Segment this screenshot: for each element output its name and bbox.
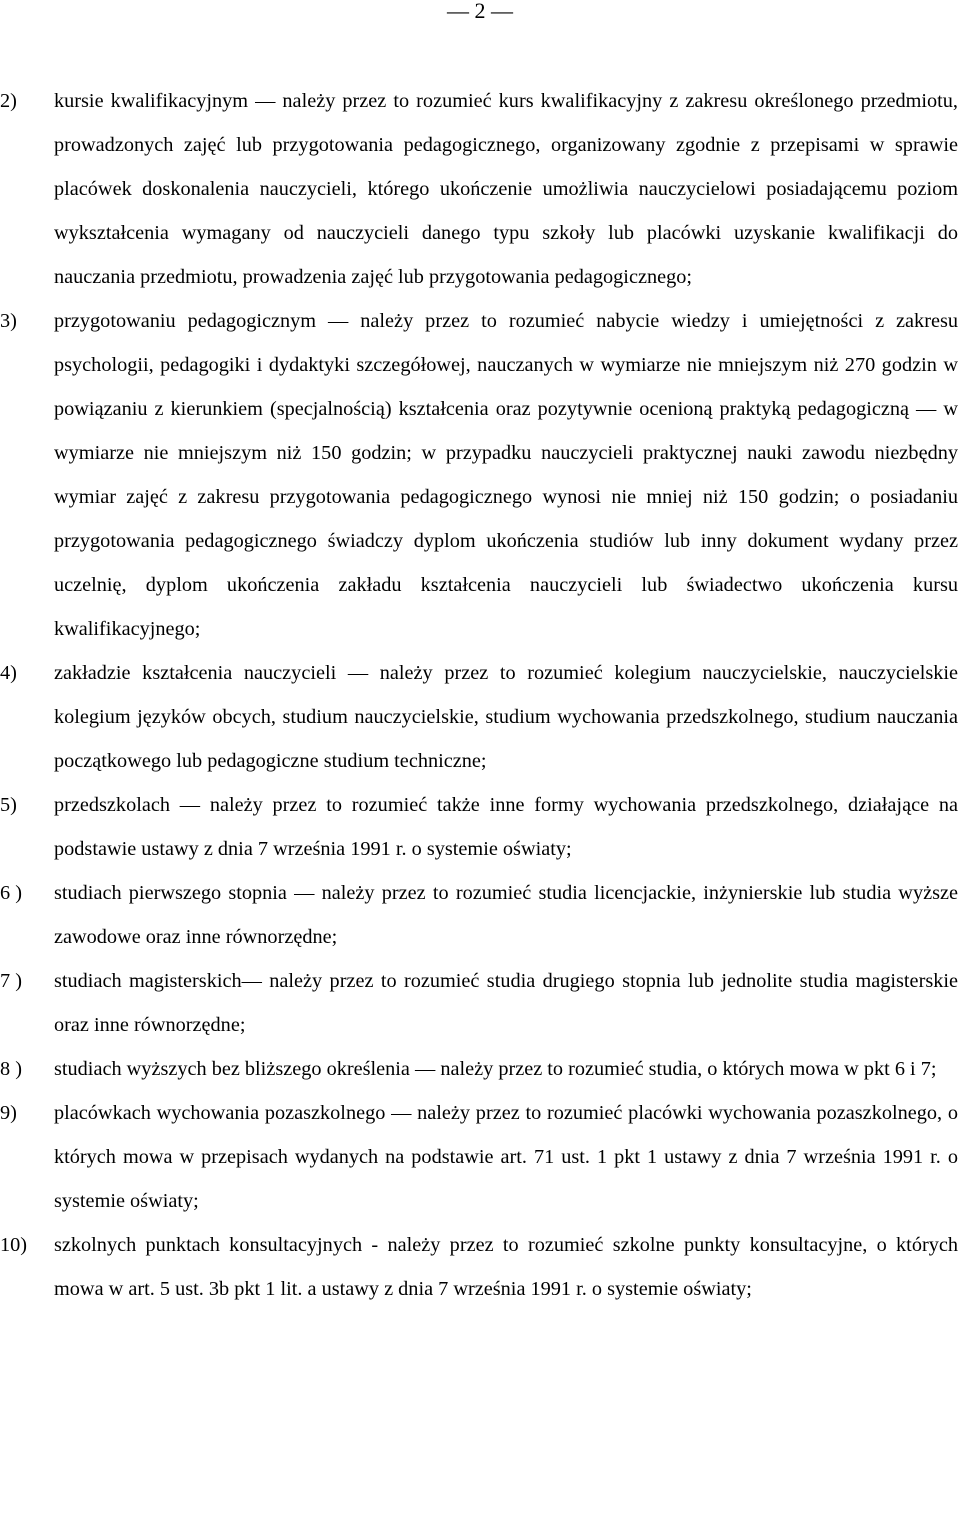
page-number: — 2 — [447, 0, 513, 23]
list-item [0, 871, 960, 959]
list-item [0, 651, 960, 783]
item-text: studiach magisterskich— należy przez to rozumieć studia drugiego stopnia lub jednolite studia magisterskie oraz inne równorzędne; [54, 970, 958, 1036]
item-text: przygotowaniu pedagogicznym — należy przez to rozumieć nabycie wiedzy i umiejętności z zakresu psychologii, pedagogiki i dydaktyki szczegółowej, nauczanych w wymiarze nie mniejszym niż 270 godzin w powiązaniu z kierunkiem (specjalnością) kształcenia oraz pozytywnie ocenioną praktyką pedagogiczną — w wymiarze nie mniejszym niż 150 godzin; w przypadku nauczycieli praktycznej nauki zawodu niezbędny wymiar zajęć z zakresu przygotowania pedagogicznego wynosi nie mniej niż 150 godzin; o posiadaniu przygotowania pedagogicznego świadczy dyplom ukończenia studiów lub inny dokument wydany przez uczelnię, dyplom ukończenia zakładu kształcenia nauczycieli lub świadectwo ukończenia kursu kwalifikacyjnego; [54, 310, 958, 640]
item-text: studiach pierwszego stopnia — należy przez to rozumieć studia licencjackie, inżynierskie lub studia wyższe zawodowe oraz inne równorzędne; [54, 882, 958, 948]
list-item [0, 299, 960, 651]
item-number: 4) [0, 662, 17, 684]
item-text: placówkach wychowania pozaszkolnego — należy przez to rozumieć placówki wychowania pozaszkolnego, o których mowa w przepisach wydanych na podstawie art. 71 ust. 1 pkt 1 ustawy z dnia 7 września 1991 r. o systemie oświaty; [54, 1102, 958, 1212]
item-number: 2) [0, 90, 17, 112]
item-text: zakładzie kształcenia nauczycieli — należy przez to rozumieć kolegium nauczycielskie, nauczycielskie kolegium języków obcych, studium nauczycielskie, studium wychowania przedszkolnego, studium nauczania początkowego lub pedagogiczne studium techniczne; [54, 662, 958, 772]
list-item [0, 1223, 960, 1311]
list-item [0, 1047, 960, 1091]
item-number: 8 ) [0, 1058, 22, 1080]
item-text: studiach wyższych bez bliższego określenia — należy przez to rozumieć studia, o których mowa w pkt 6 i 7; [54, 1058, 937, 1080]
item-number: 7 ) [0, 970, 22, 992]
definitions-list [0, 79, 960, 1311]
list-item [0, 959, 960, 1047]
list-item [0, 1091, 960, 1223]
item-text: przedszkolach — należy przez to rozumieć także inne formy wychowania przedszkolnego, działające na podstawie ustawy z dnia 7 września 1991 r. o systemie oświaty; [54, 794, 958, 860]
item-number: 9) [0, 1102, 17, 1124]
item-number: 3) [0, 310, 17, 332]
list-item [0, 79, 960, 299]
item-text: kursie kwalifikacyjnym — należy przez to rozumieć kurs kwalifikacyjny z zakresu określonego przedmiotu, prowadzonych zajęć lub przygotowania pedagogicznego, organizowany zgodnie z przepisami w sprawie placówek doskonalenia nauczycieli, którego ukończenie umożliwia nauczycielowi posiadającemu poziom wykształcenia wymagany od nauczycieli danego typu szkoły lub placówki uzyskanie kwalifikacji do nauczania przedmiotu, prowadzenia zajęć lub przygotowania pedagogicznego; [54, 90, 958, 288]
item-text: szkolnych punktach konsultacyjnych - należy przez to rozumieć szkolne punkty konsultacyjne, o których mowa w art. 5 ust. 3b pkt 1 lit. a ustawy z dnia 7 września 1991 r. o systemie oświaty; [54, 1234, 958, 1300]
item-number: 10) [0, 1234, 28, 1256]
list-item [0, 783, 960, 871]
item-number: 6 ) [0, 882, 22, 904]
item-number: 5) [0, 794, 17, 816]
